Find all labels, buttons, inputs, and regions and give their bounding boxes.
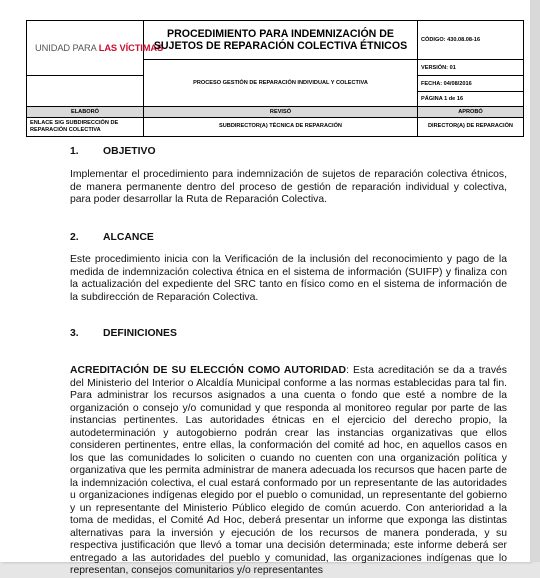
section-text-alcance: Este procedimiento inicia con la Verificación de la inclusión del reconocimiento y pago de la medida de indemnización colectiva étnica en el sistema de información (SUIFP) y finaliza con la actualización del expediente del SRC tanto en físico como en el sistema de información de la subdirección de Reparación Colectiva. [70,254,507,303]
logo-cell [27,21,164,76]
date-meta: FECHA: 04/08/2016 [418,76,524,92]
unidad-victimas-logo [30,39,164,58]
section-heading-alcance: 2. ALCANCE [70,232,154,243]
role-value-elaboro: ENLACE SIG SUBDIRECCIÓN DE REPARACIÓN COLECTIVA [27,118,144,137]
page-meta: PÁGINA 1 de 16 [418,92,524,107]
logo-text: UNIDAD PARA LAS VÍCTIMAS [35,43,164,53]
role-header-reviso: REVISÓ [144,107,418,118]
vertical-scrollbar[interactable] [530,0,540,562]
document-title: PROCEDIMIENTO PARA INDEMNIZACIÓN DE SUJETOS DE REPARACIÓN COLECTIVA ÉTNICOS [144,21,418,60]
version-meta: VERSIÓN: 01 [418,60,524,76]
process-name: PROCESO GESTIÓN DE REPARACIÓN INDIVIDUAL Y COLECTIVA [144,60,418,107]
role-header-aprobo: APROBÓ [418,107,524,118]
definition-acreditacion [70,365,507,578]
definition-term: ACREDITACIÓN DE SU ELECCIÓN COMO AUTORIDAD [70,365,347,376]
section-heading-definiciones: 3. DEFINICIONES [70,328,177,339]
role-value-reviso: SUBDIRECTOR(A) TÉCNICA DE REPARACIÓN [144,118,418,137]
code-meta: CÓDIGO: 430.08.08-16 [418,21,524,60]
document-header-table [26,20,524,137]
section-text-objetivo: Implementar el procedimiento para indemnización de sujetos de reparación colectiva étnicos, de manera permanente dentro del proceso de gestión de reparación individual y colectiva, para poder desarrollar la Ruta de Reparación Colectiva. [70,169,507,205]
role-header-elaboro: ELABORÓ [27,107,144,118]
definition-text: : Esta acreditación se da a través del Ministerio del Interior o Alcaldía Municipal conforme a las normas establecidas para tal fin. Para administrar los recursos asignados a una cuenta o fondo que esté a nombre de la organización o consejo y/o comunidad y que responda al monitoreo regular por parte de las instancias pertinentes. Las autoridades étnicas en el ejercicio del derecho propio, la autodeterminación y autogobierno podrán crear las instancias organizativas que ellos consideren pertinentes, entre ellas, la conformación del comité ad hoc, en aquellos casos en los que las comunidades lo soliciten o cuando no cuenten con una organización política y organizativa que les permita administrar de manera adecuada los recursos que hacen parte de la indemnización colectiva, el cual estará conformado por un representante de las autoridades u organizaciones indígenas elegido por el pueblo o comunidad, un representante del gobierno y un representante del Ministerio Público elegido de común acuerdo. Con anterioridad a la toma de medidas, el Comité Ad Hoc, deberá presentar un informe que exponga las distintas alternativas para la inversión y ejecución de los recursos de manera ponderada, y su respectiva justificación que llevó a tomar una decisión determinada; este informe deberá ser entregado a las autoridades del pueblo y comunidad, las organizaciones indígenas que lo representan, consejos comunitarios y/o representantes [70,365,507,576]
role-value-aprobo: DIRECTOR(A) DE REPARACIÓN [418,118,524,137]
section-heading-objetivo: 1. OBJETIVO [70,146,156,157]
